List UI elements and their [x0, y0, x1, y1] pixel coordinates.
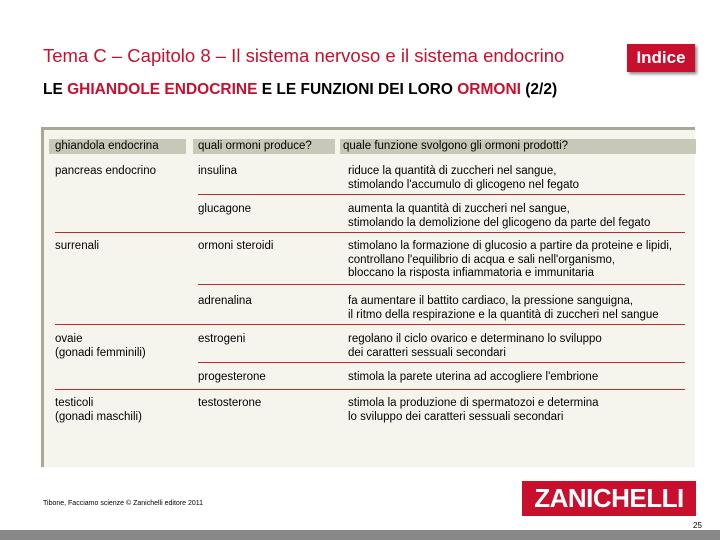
gland-name [55, 397, 142, 424]
function-line: aumenta la quantità di zuccheri nel sangue, [348, 203, 570, 215]
function-line: bloccano la risposta infiammatoria e immunitaria [348, 267, 595, 279]
subtitle-part: (2/2) [520, 81, 558, 98]
gland-sublabel: (gonadi maschili) [55, 410, 142, 423]
hormone-name: insulina [198, 165, 237, 177]
function-line: stimolando l'accumulo di glicogeno nel fegato [348, 178, 580, 191]
hormone-name: progesterone [198, 371, 266, 383]
publisher-logo: ZANICHELLI [522, 481, 696, 516]
hormone-name: estrogeni [198, 333, 246, 345]
gland-name: surrenali [55, 240, 100, 252]
function-line: stimola la produzione di spermatozoi e determina [348, 397, 599, 409]
subtitle-part: LE [43, 81, 68, 98]
hormone-function [348, 397, 599, 424]
hormone-function [348, 165, 579, 192]
hormone-function [348, 371, 598, 385]
function-line: stimolano la formazione di glucosio a partire da proteine e lipidi, [348, 240, 673, 252]
function-line: il ritmo della respirazione e la quantità di zuccheri nel sangue [348, 308, 659, 321]
subtitle-highlight-glands: GHIANDOLE ENDOCRINE [67, 81, 258, 98]
function-line: controllano l'equilibrio di acqua e sali nell'organismo, [348, 253, 616, 266]
column-header-function: quale funzione svolgono gli ormoni prodotti? [343, 140, 569, 152]
gland-label: ovaie [55, 333, 83, 345]
row-divider [198, 194, 685, 195]
function-line: stimolando la demolizione del glicogeno da parte del fegato [348, 216, 651, 229]
hormone-function [348, 203, 650, 230]
hormone-name: glucagone [198, 203, 252, 215]
row-divider [198, 362, 685, 363]
hormone-name: testosterone [198, 397, 262, 409]
column-header-gland: ghiandola endocrina [55, 140, 159, 152]
gland-sublabel: (gonadi femminili) [55, 346, 146, 359]
row-divider [198, 284, 685, 285]
row-divider [55, 389, 685, 390]
copyright-credit: Tibone, Facciamo scienze © Zanichelli editore 2011 [43, 500, 204, 507]
index-button[interactable]: Indice [627, 44, 695, 72]
function-line: regolano il ciclo ovarico e determinano lo sviluppo [348, 333, 602, 345]
hormone-function [348, 333, 602, 360]
slide-subtitle [43, 81, 557, 99]
slide-topic-title: Tema C – Capitolo 8 – Il sistema nervoso e il sistema endocrino [43, 45, 565, 66]
page-number: 25 [693, 521, 702, 530]
gland-name: pancreas endocrino [55, 165, 157, 177]
gland-label: testicoli [55, 397, 94, 409]
subtitle-highlight-hormones: ORMONI [457, 81, 521, 98]
hormone-function [348, 240, 672, 281]
function-line: fa aumentare il battito cardiaco, la pressione sanguigna, [348, 295, 634, 307]
function-line: dei caratteri sessuali secondari [348, 346, 506, 359]
bottom-border [0, 530, 720, 540]
function-line: stimola la parete uterina ad accogliere l'embrione [348, 371, 599, 383]
hormone-name: adrenalina [198, 295, 252, 307]
subtitle-part: E LE FUNZIONI DEI LORO [257, 81, 458, 98]
column-header-hormone: quali ormoni produce? [198, 140, 312, 152]
hormone-name: ormoni steroidi [198, 240, 274, 252]
function-line: lo sviluppo dei caratteri sessuali secondari [348, 410, 564, 423]
gland-name [55, 333, 146, 360]
row-divider [55, 232, 685, 233]
function-line: riduce la quantità di zuccheri nel sangue, [348, 165, 557, 177]
row-divider [55, 324, 685, 325]
hormone-function [348, 295, 659, 322]
